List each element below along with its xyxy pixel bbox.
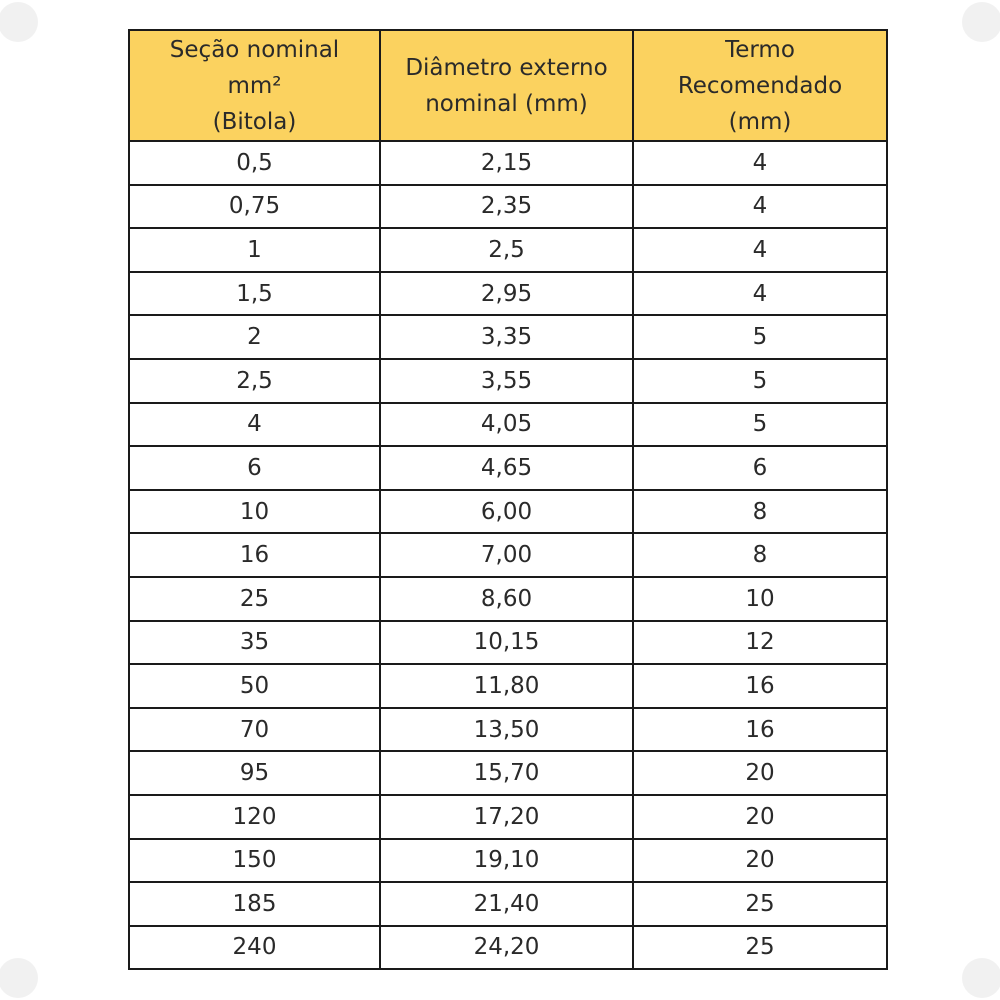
- cell-outer-diameter: 24,20: [380, 926, 633, 970]
- cell-nominal-section: 35: [129, 621, 380, 665]
- cell-outer-diameter: 13,50: [380, 708, 633, 752]
- header-text: (mm): [728, 108, 792, 135]
- header-text: Termo: [725, 36, 795, 63]
- table-row: [129, 882, 887, 926]
- cell-recommended-sleeve: 5: [633, 403, 887, 447]
- cell-recommended-sleeve: 5: [633, 315, 887, 359]
- cell-recommended-sleeve: 4: [633, 272, 887, 316]
- header-outer-diameter: [380, 30, 633, 141]
- cell-nominal-section: 95: [129, 751, 380, 795]
- cell-outer-diameter: 2,5: [380, 228, 633, 272]
- table-row: [129, 403, 887, 447]
- cell-outer-diameter: 21,40: [380, 882, 633, 926]
- cell-nominal-section: 150: [129, 839, 380, 883]
- table-row: [129, 141, 887, 185]
- cell-outer-diameter: 15,70: [380, 751, 633, 795]
- table-row: [129, 272, 887, 316]
- cell-recommended-sleeve: 5: [633, 359, 887, 403]
- header-text: (Bitola): [212, 108, 297, 135]
- cell-outer-diameter: 11,80: [380, 664, 633, 708]
- table-row: [129, 533, 887, 577]
- table-body: [129, 141, 887, 969]
- header-text: Diâmetro externo: [405, 54, 608, 81]
- cell-nominal-section: 2: [129, 315, 380, 359]
- cell-recommended-sleeve: 4: [633, 141, 887, 185]
- cell-recommended-sleeve: 25: [633, 882, 887, 926]
- cell-recommended-sleeve: 6: [633, 446, 887, 490]
- cell-recommended-sleeve: 12: [633, 621, 887, 665]
- cell-nominal-section: 0,5: [129, 141, 380, 185]
- corner-decoration: [962, 2, 1000, 42]
- cell-recommended-sleeve: 10: [633, 577, 887, 621]
- table-row: [129, 708, 887, 752]
- cell-recommended-sleeve: 20: [633, 751, 887, 795]
- header-recommended-sleeve: [633, 30, 887, 141]
- cell-recommended-sleeve: 8: [633, 533, 887, 577]
- header-nominal-section: [129, 30, 380, 141]
- cell-nominal-section: 50: [129, 664, 380, 708]
- cell-nominal-section: 16: [129, 533, 380, 577]
- table-row: [129, 228, 887, 272]
- cell-outer-diameter: 2,95: [380, 272, 633, 316]
- table-row: [129, 664, 887, 708]
- cell-nominal-section: 2,5: [129, 359, 380, 403]
- cell-outer-diameter: 8,60: [380, 577, 633, 621]
- table-row: [129, 751, 887, 795]
- cell-nominal-section: 1: [129, 228, 380, 272]
- table-row: [129, 315, 887, 359]
- corner-decoration: [962, 958, 1000, 998]
- cell-recommended-sleeve: 4: [633, 228, 887, 272]
- cell-recommended-sleeve: 16: [633, 664, 887, 708]
- cell-recommended-sleeve: 25: [633, 926, 887, 970]
- cell-recommended-sleeve: 20: [633, 795, 887, 839]
- header-text: mm²: [227, 72, 282, 99]
- table-row: [129, 795, 887, 839]
- cell-outer-diameter: 3,35: [380, 315, 633, 359]
- cell-nominal-section: 4: [129, 403, 380, 447]
- header-text: Recomendado: [677, 72, 843, 99]
- cell-nominal-section: 185: [129, 882, 380, 926]
- cell-nominal-section: 6: [129, 446, 380, 490]
- corner-decoration: [0, 2, 38, 42]
- cell-outer-diameter: 17,20: [380, 795, 633, 839]
- cell-nominal-section: 240: [129, 926, 380, 970]
- cell-nominal-section: 1,5: [129, 272, 380, 316]
- header-text: Seção nominal: [169, 36, 340, 63]
- cell-recommended-sleeve: 4: [633, 185, 887, 229]
- cell-nominal-section: 0,75: [129, 185, 380, 229]
- cell-outer-diameter: 6,00: [380, 490, 633, 534]
- cell-outer-diameter: 19,10: [380, 839, 633, 883]
- header-row: [129, 30, 887, 141]
- corner-decoration: [0, 958, 38, 998]
- cell-outer-diameter: 10,15: [380, 621, 633, 665]
- cell-outer-diameter: 3,55: [380, 359, 633, 403]
- cell-outer-diameter: 4,65: [380, 446, 633, 490]
- wire-gauge-table: [128, 29, 888, 970]
- table-row: [129, 490, 887, 534]
- cell-recommended-sleeve: 8: [633, 490, 887, 534]
- table-row: [129, 359, 887, 403]
- cell-nominal-section: 25: [129, 577, 380, 621]
- table-row: [129, 621, 887, 665]
- cell-recommended-sleeve: 16: [633, 708, 887, 752]
- cell-outer-diameter: 2,35: [380, 185, 633, 229]
- table-row: [129, 446, 887, 490]
- cell-recommended-sleeve: 20: [633, 839, 887, 883]
- cell-nominal-section: 70: [129, 708, 380, 752]
- cell-nominal-section: 10: [129, 490, 380, 534]
- header-text: nominal (mm): [425, 90, 588, 117]
- cell-outer-diameter: 4,05: [380, 403, 633, 447]
- cell-nominal-section: 120: [129, 795, 380, 839]
- table-row: [129, 926, 887, 970]
- cell-outer-diameter: 2,15: [380, 141, 633, 185]
- cell-outer-diameter: 7,00: [380, 533, 633, 577]
- table-row: [129, 839, 887, 883]
- table-row: [129, 577, 887, 621]
- table-row: [129, 185, 887, 229]
